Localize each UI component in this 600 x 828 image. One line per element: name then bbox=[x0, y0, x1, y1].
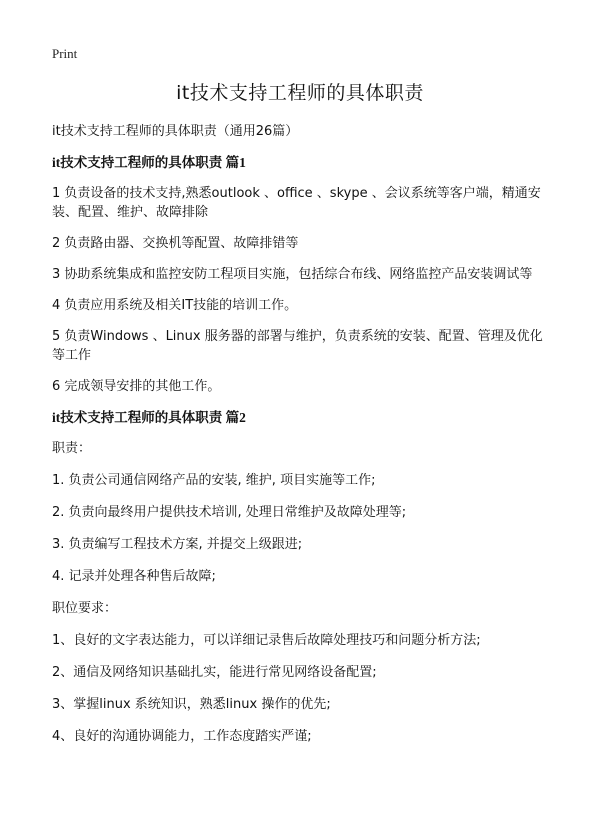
list-item: 4、良好的沟通协调能力，工作态度踏实严谨; bbox=[52, 729, 312, 744]
list-item: 2 负责路由器、交换机等配置、故障排错等 bbox=[52, 236, 299, 251]
list-item: 6 完成领导安排的其他工作。 bbox=[52, 379, 221, 394]
list-item: 3 协助系统集成和监控安防工程项目实施，包括综合布线、网络监控产品安装调试等 bbox=[52, 267, 533, 282]
list-item: 3、掌握linux 系统知识，熟悉linux 操作的优先; bbox=[52, 697, 331, 712]
section-2 bbox=[52, 408, 552, 746]
document-body bbox=[52, 122, 552, 759]
list-item: 2. 负责向最终用户提供技术培训, 处理日常维护及故障处理等; bbox=[52, 505, 407, 520]
list-item: 2、通信及网络知识基础扎实，能进行常见网络设备配置; bbox=[52, 665, 377, 680]
list-item: 5 负责Windows 、Linux 服务器的部署与维护，负责系统的安装、配置、管理及优化等工作 bbox=[52, 329, 543, 363]
requirements-label: 职位要求： bbox=[52, 601, 118, 616]
print-link[interactable]: Print bbox=[52, 46, 78, 61]
list-item: 1. 负责公司通信网络产品的安装, 维护, 项目实施等工作; bbox=[52, 473, 376, 488]
list-item: 4. 记录并处理各种售后故障; bbox=[52, 569, 216, 584]
document-subtitle: it技术支持工程师的具体职责（通用26篇） bbox=[52, 124, 299, 139]
list-item: 1、良好的文字表达能力，可以详细记录售后故障处理技巧和问题分析方法; bbox=[52, 633, 481, 648]
section-1 bbox=[52, 153, 552, 396]
list-item: 3. 负责编写工程技术方案, 并提交上级跟进; bbox=[52, 537, 303, 552]
page-title: it技术支持工程师的具体职责 bbox=[176, 82, 424, 104]
list-item: 1 负责设备的技术支持,熟悉outlook 、office 、skype 、会议系统等客户端，精通安装、配置、维护、故障排除 bbox=[52, 186, 541, 220]
list-item: 4 负责应用系统及相关IT技能的培训工作。 bbox=[52, 298, 298, 313]
duties-label: 职责： bbox=[52, 441, 92, 456]
section-heading-1: it技术支持工程师的具体职责 篇1 bbox=[52, 155, 246, 170]
section-heading-2: it技术支持工程师的具体职责 篇2 bbox=[52, 410, 246, 425]
